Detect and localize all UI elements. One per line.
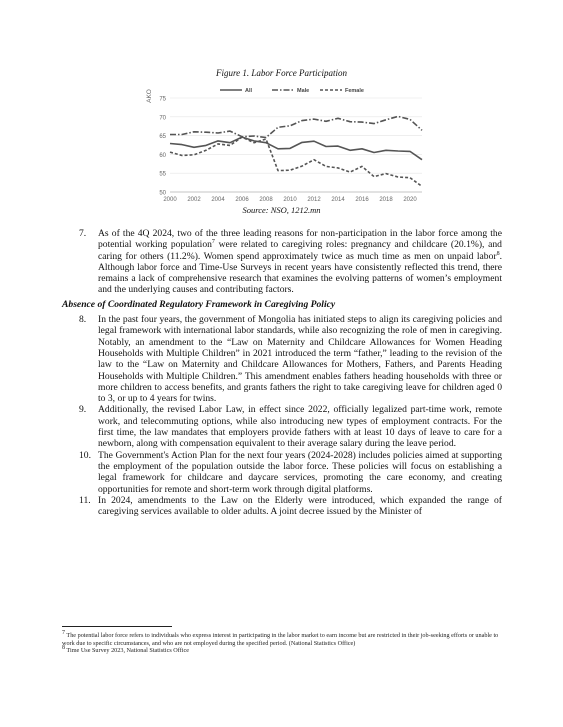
series-line-male [170,116,422,137]
figure-source: Source: NSO, 1212.mn [242,205,321,215]
paragraph-8 [62,314,502,404]
x-tick-label: 2004 [211,197,225,203]
footnote-8 [62,647,502,655]
y-tick-label: 50 [159,190,166,197]
paragraph-text-part: were related to caregiving roles: pregnancy and childcare (20.1%), and caring for others (11.2%). Women spend approximately twice as much time as men on unpaid labor [98,239,502,262]
chart-legend [220,88,364,94]
x-tick-label: 2010 [283,197,297,203]
section-heading: Absence of Coordinated Regulatory Framework in Caregiving Policy [62,298,336,310]
x-tick-label: 2020 [403,197,417,203]
paragraph-number: 9. [79,404,87,416]
paragraph-10 [62,450,502,495]
paragraph-text-part: As of the 4Q 2024, two of the three leading reasons for non-participation in the labor force among the potential working population [98,228,502,251]
y-tick-label: 75 [159,96,166,103]
paragraph-number: 7. [79,228,87,239]
footnote-text: The potential labor force refers to individuals who express interest in participating in the labor market to earn income but are restricted in their job-seeking efforts or unable to work due to specific circumstances, and who are not employed during the specified period. (National Statistics Office) [62,632,499,647]
footnotes [62,629,502,655]
x-tick-label: 2002 [187,197,201,203]
y-tick-label: 60 [159,152,166,159]
footnote-mark: 7 [62,629,65,636]
figure-caption: Figure 1. Labor Force Participation [215,68,348,78]
paragraph-text-part: . Although labor force and Time-Use Surveys in recent years have consistently reflected this trend, there remains a lack of comprehensive research that examines the evolving patterns of women’s employment and the underlying causes and contributing factors. [98,250,502,296]
paragraph-text [98,228,502,296]
x-tick-label: 2008 [259,197,273,203]
paragraph-11 [62,495,502,518]
paragraph-7 [62,228,502,296]
x-tick-label: 2012 [307,197,321,203]
footnote-text: Time Use Survey 2023, National Statistics Office [65,647,189,655]
paragraph-number: 11. [79,494,91,506]
footnote-ref-7[interactable]: 7 [211,239,215,246]
legend-label-all: All [245,88,253,94]
labor-force-chart [142,84,432,206]
y-tick-label: 55 [159,171,166,178]
paragraph-number: 8. [79,314,87,326]
footnote-mark: 8 [62,645,65,652]
x-tick-label: 2000 [163,197,177,203]
y-tick-label: 65 [159,134,166,141]
chart-series [170,116,422,186]
footnote-7 [62,629,502,647]
paragraph-text: The Government's Action Plan for the next four years (2024-2028) includes policies aimed at supporting the employment of the population outside the labor force. These policies will focus on establishing a legal framework for childcare and daycare services, promoting the care economy, and creating opportunities for remote and short-term work through digital platforms. [98,449,502,495]
paragraph-text: In the past four years, the government of Mongolia has initiated steps to align its caregiving policies and legal framework with international labor standards, while also recognizing the role of men in caregiving. Notably, an amendment to the “Law on Maternity and Childcare Allowances for Women Heading Households with Multiple Children” in 2021 introduced the term “father,” leading to the revision of the law to the “Law on Maternity and Childcare Allowances for Mothers, Fathers, and Parents Heading Households with Multiple Children.” This amendment enables fathers heading households with three or more children to access benefits, and grants fathers the right to take caregiving leave for children aged 0 to 3, or up to 4 years for twins. [98,314,502,405]
y-tick-label: 70 [159,115,166,122]
paragraph-text: In 2024, amendments to the Law on the Elderly were introduced, which expanded the range of caregiving services available to older adults. A joint decree issued by the Minister of [98,494,502,518]
paragraph-9 [62,404,502,449]
footnote-ref-8[interactable]: 8 [496,250,500,257]
x-tick-label: 2006 [235,197,249,203]
y-axis-label: AKO [146,89,153,103]
legend-label-male: Male [297,88,310,94]
x-tick-label: 2018 [379,197,393,203]
x-tick-label: 2014 [331,197,345,203]
x-tick-label: 2016 [355,197,369,203]
legend-label-female: Female [345,88,364,94]
series-line-all [170,137,422,160]
document-body [62,228,502,517]
chart-canvas [142,84,432,206]
paragraph-number: 10. [79,449,91,461]
footnote-divider [62,626,172,627]
paragraph-text: Additionally, the revised Labor Law, in effect since 2022, officially legalized part-time work, remote work, and telecommuting options, while also introducing new types of employment contracts. For the first time, the law mandates that employers provide fathers with at least 10 days of leave to care for a newborn, along with compensation equivalent to their average salary during the leave period. [98,404,502,450]
